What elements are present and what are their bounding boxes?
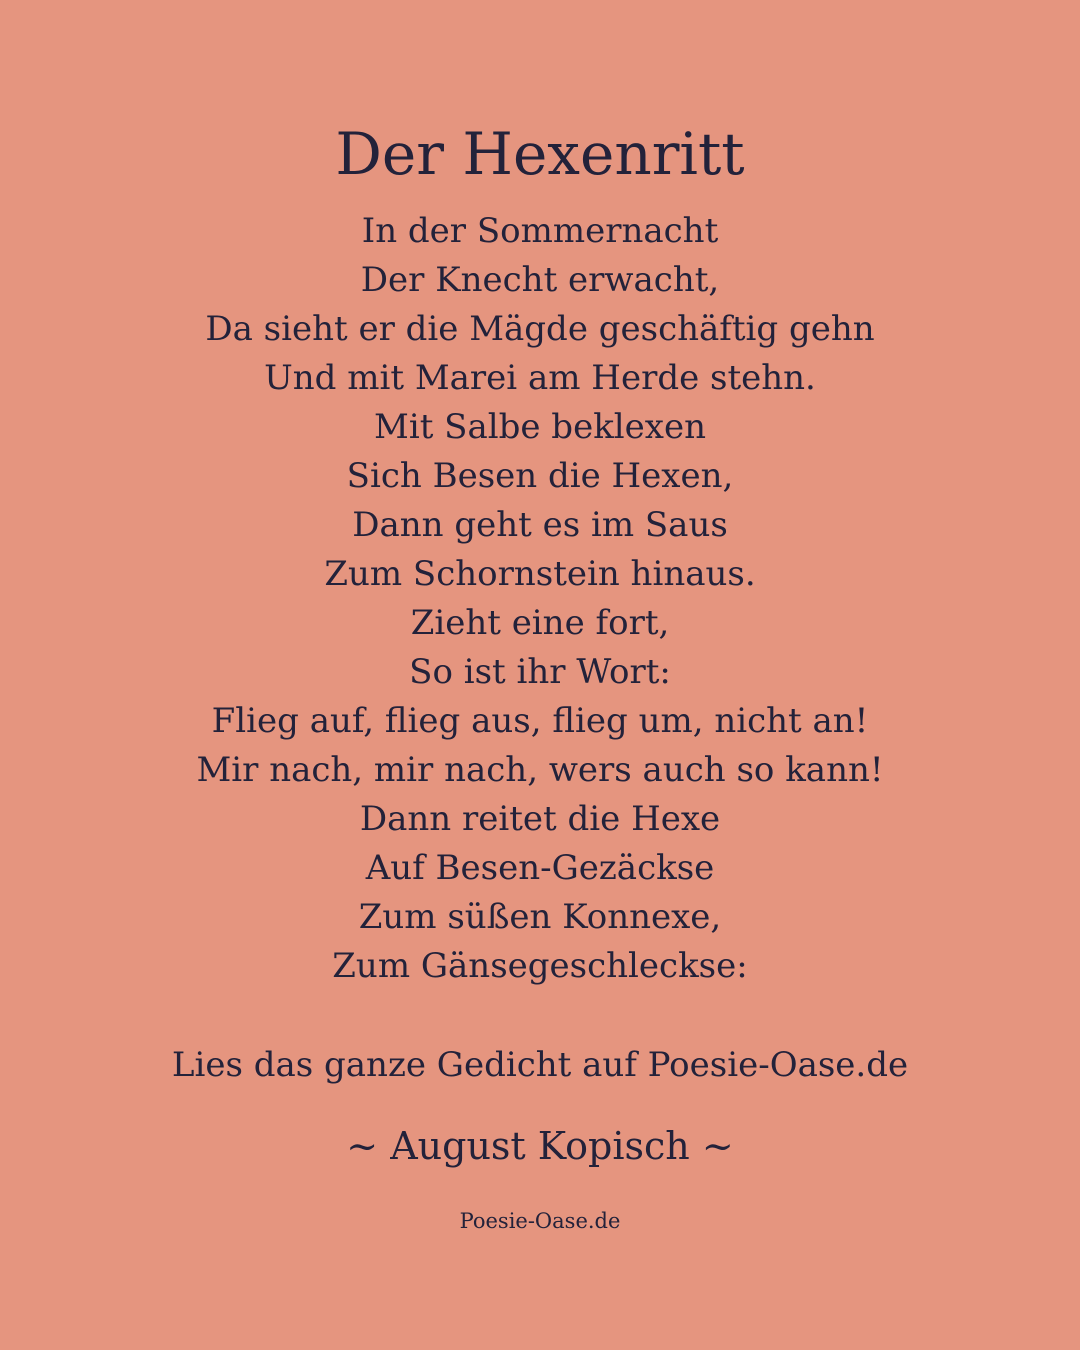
poem-title: Der Hexenritt [335, 120, 745, 188]
poem-line: Dann reitet die Hexe [359, 799, 721, 839]
poem-line: Zieht eine fort, [410, 603, 670, 643]
poem-line: Dann geht es im Saus [352, 505, 728, 545]
poem-line: Mir nach, mir nach, wers auch so kann! [196, 750, 884, 790]
poem-line: Auf Besen-Gezäckse [365, 848, 715, 888]
poem-line: Der Knecht erwacht, [360, 260, 720, 300]
poem-line: Da sieht er die Mägde geschäftig gehn [205, 309, 875, 349]
poem-line: Und mit Marei am Herde stehn. [264, 358, 816, 398]
poem-line: So ist ihr Wort: [409, 652, 671, 692]
poem-line: Zum süßen Konnexe, [358, 897, 722, 937]
poem-line: Mit Salbe beklexen [374, 407, 706, 447]
site-brand: Poesie-Oase.de [459, 1209, 621, 1233]
poem-line: Zum Schornstein hinaus. [324, 554, 756, 594]
poem-author: ~ August Kopisch ~ [346, 1124, 734, 1168]
poem-line: Sich Besen die Hexen, [346, 456, 734, 496]
poem-line: In der Sommernacht [361, 211, 719, 251]
poem-line: Flieg auf, flieg aus, flieg um, nicht an! [211, 701, 869, 741]
poem-line: Zum Gänsegeschleckse: [332, 946, 748, 986]
poem-verses [0, 207, 1080, 991]
read-full-poem-note: Lies das ganze Gedicht auf Poesie-Oase.de [171, 1045, 909, 1085]
